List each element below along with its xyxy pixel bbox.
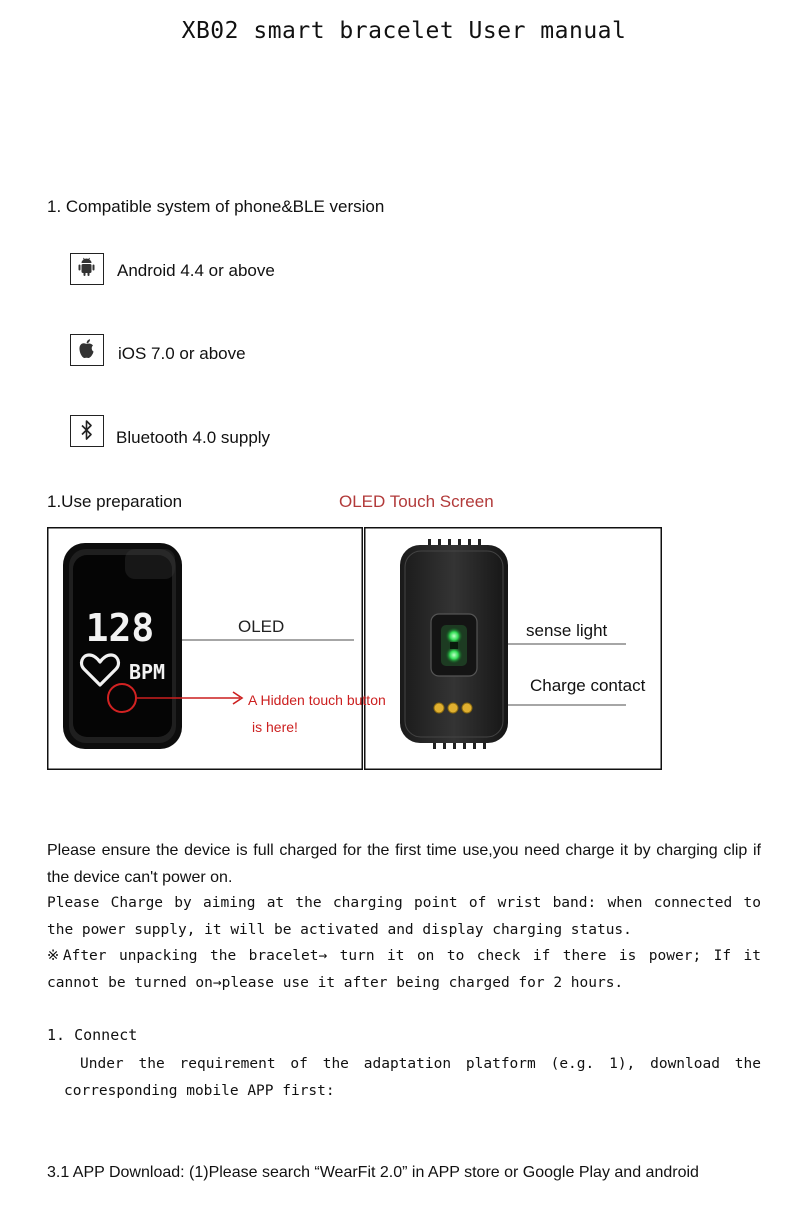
charge-contact-3 [462,703,472,713]
screen-unit: BPM [128,660,166,684]
section-heading-use-preparation: 1.Use preparation [47,492,183,511]
paragraph-app-download: 3.1 APP Download: (1)Please search “WearFit 2.0” in APP store or Google Play and android [47,1164,699,1181]
hidden-button-label-line2: is here! [252,719,298,735]
label-sense-light: sense light [526,621,608,640]
os-label-bluetooth: Bluetooth 4.0 supply [116,428,271,447]
charge-contact-1 [434,703,444,713]
device-figure-graphic [47,527,662,770]
paragraph-full-charge: Please ensure the device is full charged for the first time use,you need charge it by charging clip if the device can't power on. [47,842,761,886]
charge-contact-2 [448,703,458,713]
bracelet-back [400,539,508,749]
bluetooth-icon [70,415,104,447]
android-icon [70,253,104,285]
document-title: XB02 smart bracelet User manual [181,18,627,44]
device-figure [47,527,662,770]
hidden-button-label-line1: A Hidden touch button [248,692,386,708]
label-charge-contact: Charge contact [530,676,646,695]
section-heading-connect: 1. Connect [47,1026,138,1044]
screen-number: 128 [85,606,155,650]
figure-caption: OLED Touch Screen [339,492,494,511]
label-oled: OLED [238,617,285,636]
section-heading-compatible-system: 1. Compatible system of phone&BLE version [47,197,385,216]
os-label-ios: iOS 7.0 or above [118,344,246,363]
paragraph-after-unpacking: ※After unpacking the bracelet→ turn it on to check if there is power; If it cannot be turned on→please use it after being charged for 2 hours. [47,948,761,991]
paragraph-connect: Under the requirement of the adaptation platform (e.g. 1), download the corresponding mobile APP first: [64,1056,761,1099]
apple-icon [70,334,104,366]
os-label-android: Android 4.4 or above [117,261,275,280]
paragraph-charging-point: Please Charge by aiming at the charging point of wrist band: when connected to the power supply, it will be activated and display charging status. [47,895,761,938]
